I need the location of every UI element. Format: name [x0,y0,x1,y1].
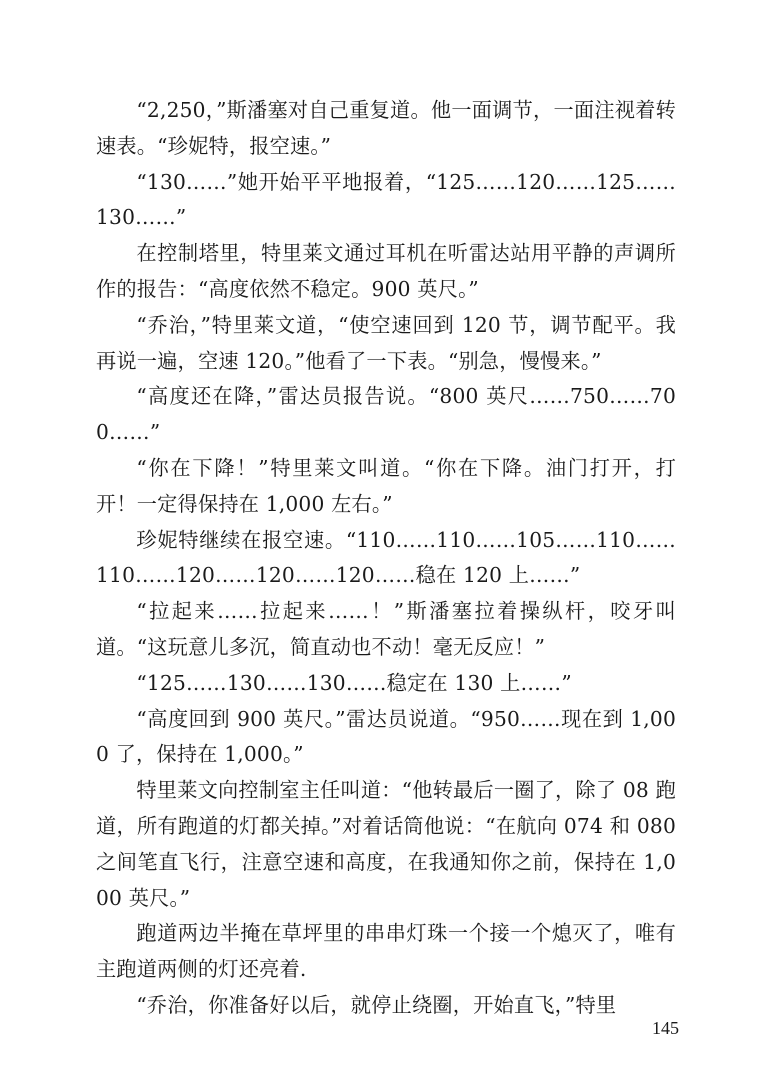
paragraph-13: “乔治，你准备好以后，就停止绕圈，开始直飞，”特里 [136,992,617,1017]
book-page-body [96,93,676,1024]
paragraph-1: “2,250，”斯潘塞对自己重复道。他一面调节，一面注视着转速表。“珍妮特，报空速。” [96,98,676,158]
paragraph-2: “130……”她开始平平地报着，“125……120……125……130……” [96,169,676,230]
page-number: 145 [652,1018,679,1038]
paragraph-7: 珍妮特继续在报空速。“110……110……105……110……110……120……120……120……稳在 120 上……” [96,527,676,588]
paragraph-12: 跑道两边半掩在草坪里的串串灯珠一个接一个熄灭了，唯有主跑道两侧的灯还亮着. [96,921,676,982]
paragraph-4: “乔治，”特里莱文道，“使空速回到 120 节，调节配平。我再说一遍，空速 120。”他看了一下表。“别急，慢慢来。” [96,312,676,373]
paragraph-10: “高度回到 900 英尺。”雷达员说道。“950……现在到 1,000 了，保持在 1,000。” [96,706,676,767]
paragraph-9: “125……130……130……稳定在 130 上……” [136,670,572,695]
paragraph-8: “拉起来……拉起来……！”斯潘塞拉着操纵杆，咬牙叫道。“这玩意儿多沉，简直动也不动！毫无反应！” [96,599,676,659]
paragraph-3: 在控制塔里，特里莱文通过耳机在听雷达站用平静的声调所作的报告：“高度依然不稳定。900 英尺。” [96,241,676,301]
paragraph-11: 特里莱文向控制室主任叫道：“他转最后一圈了，除了 08 跑道，所有跑道的灯都关掉。”对着话筒他说：“在航向 074 和 080 之间笔直飞行，注意空速和高度，在我通知你之前，保持在 1,000 英尺。” [96,778,676,910]
paragraph-6: “你在下降！”特里莱文叫道。“你在下降。油门打开，打开！一定得保持在 1,000 左右。” [96,455,676,516]
paragraph-5: “高度还在降，”雷达员报告说。“800 英尺……750……700……” [96,384,676,445]
